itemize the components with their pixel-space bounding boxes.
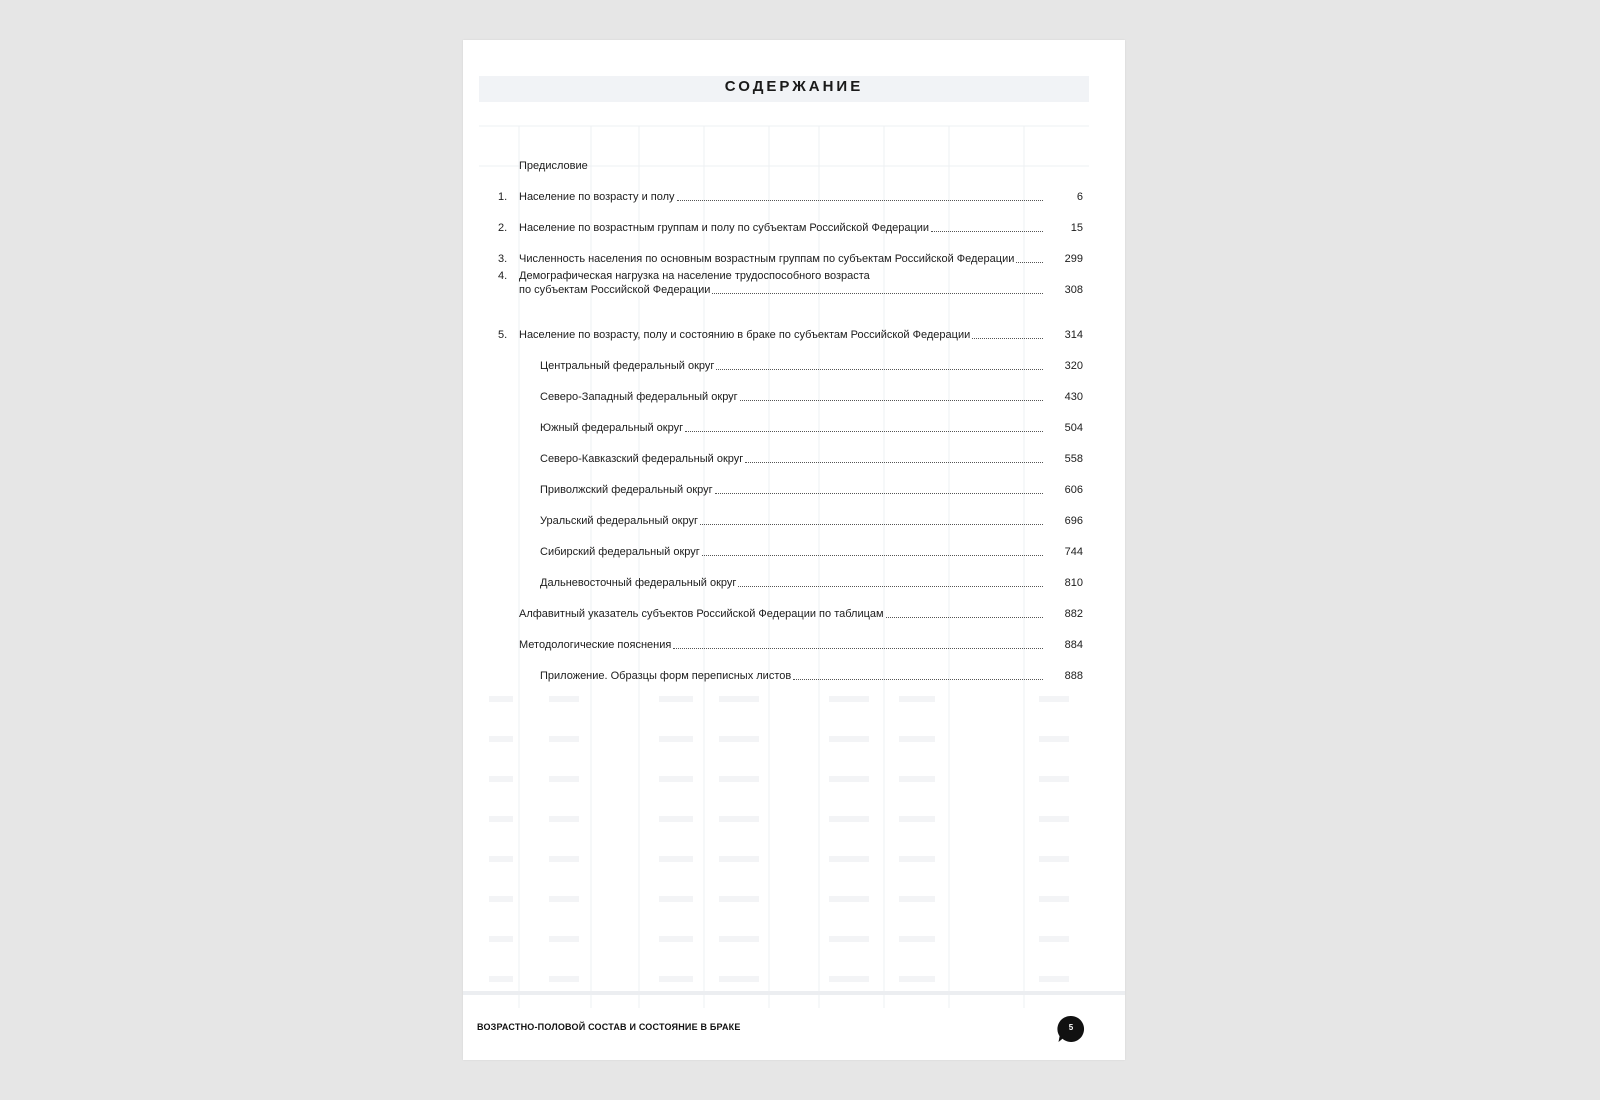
toc-entry-label: Предисловие	[519, 160, 588, 172]
toc-entry	[463, 328, 1125, 342]
dot-leader	[716, 369, 1043, 370]
toc-entry-page: 314	[1064, 329, 1083, 341]
toc-entry-label: по субъектам Российской Федерации	[519, 284, 711, 296]
dot-leader	[793, 679, 1043, 680]
toc-entry	[463, 514, 1125, 528]
toc-entry	[463, 252, 1125, 266]
toc-entry-label: Население по возрастным группам и полу по субъектам Российской Федерации	[519, 222, 930, 234]
toc-entry	[463, 452, 1125, 466]
toc-entry-label: Численность населения по основным возрастным группам по субъектам Российской Федерации	[519, 253, 1015, 265]
toc-entry-page: 696	[1064, 515, 1083, 527]
toc-entry-label: Население по возрасту, полу и состоянию в браке по субъектам Российской Федерации	[519, 329, 971, 341]
dot-leader	[677, 200, 1043, 201]
footer-divider	[463, 991, 1125, 995]
dot-leader	[886, 617, 1043, 618]
toc-entry	[463, 545, 1125, 559]
toc-entry-label: Демографическая нагрузка на население трудоспособного возраста	[519, 270, 870, 282]
toc-entry-label: Приволжский федеральный округ	[540, 484, 713, 496]
toc-entry-label: Сибирский федеральный округ	[540, 546, 700, 558]
toc-entry	[463, 607, 1125, 621]
toc-entry	[463, 483, 1125, 497]
toc-entry-page: 504	[1064, 422, 1083, 434]
dot-leader	[931, 231, 1043, 232]
toc-entry-page: 744	[1064, 546, 1083, 558]
page-number: 5	[1068, 1023, 1074, 1032]
toc-entry	[463, 159, 1125, 173]
toc-entry-number: 4.	[498, 270, 508, 282]
ghost-table-bleed	[479, 76, 1089, 1008]
document-page	[463, 40, 1125, 1060]
toc-entry	[463, 576, 1125, 590]
toc-entry-label: Южный федеральный округ	[540, 422, 684, 434]
toc-entry	[463, 190, 1125, 204]
toc-entry-number: 2.	[498, 222, 508, 234]
toc-entry-label: Население по возрасту и полу	[519, 191, 675, 203]
toc-entry-label: Северо-Кавказский федеральный округ	[540, 453, 744, 465]
toc-entry-number: 1.	[498, 191, 508, 203]
toc-entry-label: Центральный федеральный округ	[540, 360, 715, 372]
toc-entry	[463, 421, 1125, 435]
toc-entry-page: 606	[1064, 484, 1083, 496]
dot-leader	[740, 400, 1043, 401]
dot-leader	[745, 462, 1043, 463]
toc-entry-page: 6	[1076, 191, 1083, 203]
dot-leader	[673, 648, 1043, 649]
toc-entry-label: Уральский федеральный округ	[540, 515, 699, 527]
toc-entry-label: Методологические пояснения	[519, 639, 672, 651]
page-title: СОДЕРЖАНИЕ	[724, 78, 864, 95]
toc-entry-page: 888	[1064, 670, 1083, 682]
dot-leader	[702, 555, 1043, 556]
toc-entry-page: 882	[1064, 608, 1083, 620]
toc-entry-page: 308	[1064, 284, 1083, 296]
page-number-badge	[1057, 1015, 1085, 1043]
dot-leader	[738, 586, 1043, 587]
toc-entry-page: 430	[1064, 391, 1083, 403]
toc-entry	[463, 221, 1125, 235]
toc-entry-page: 299	[1064, 253, 1083, 265]
footer-running-title: ВОЗРАСТНО-ПОЛОВОЙ СОСТАВ И СОСТОЯНИЕ В БРАКЕ	[477, 1022, 741, 1032]
toc-entry	[463, 390, 1125, 404]
toc-entry-label: Алфавитный указатель субъектов Российской Федерации по таблицам	[519, 608, 884, 620]
dot-leader	[1016, 262, 1043, 263]
dot-leader	[685, 431, 1043, 432]
toc-entry-page: 320	[1064, 360, 1083, 372]
toc-entry	[463, 669, 1125, 683]
toc-entry	[463, 269, 1125, 297]
dot-leader	[972, 338, 1043, 339]
toc-entry-page: 15	[1070, 222, 1083, 234]
toc-entry-page: 884	[1064, 639, 1083, 651]
toc-entry-label: Дальневосточный федеральный округ	[540, 577, 737, 589]
toc-entry-number: 3.	[498, 253, 508, 265]
dot-leader	[700, 524, 1043, 525]
toc-entry-number: 5.	[498, 329, 508, 341]
toc-entry	[463, 359, 1125, 373]
toc-entry	[463, 638, 1125, 652]
toc-entry-label: Северо-Западный федеральный округ	[540, 391, 738, 403]
toc-entry-label: Приложение. Образцы форм переписных листов	[540, 670, 792, 682]
dot-leader	[712, 293, 1043, 294]
dot-leader	[715, 493, 1043, 494]
toc-entry-page: 810	[1064, 577, 1083, 589]
toc-entry-page: 558	[1064, 453, 1083, 465]
